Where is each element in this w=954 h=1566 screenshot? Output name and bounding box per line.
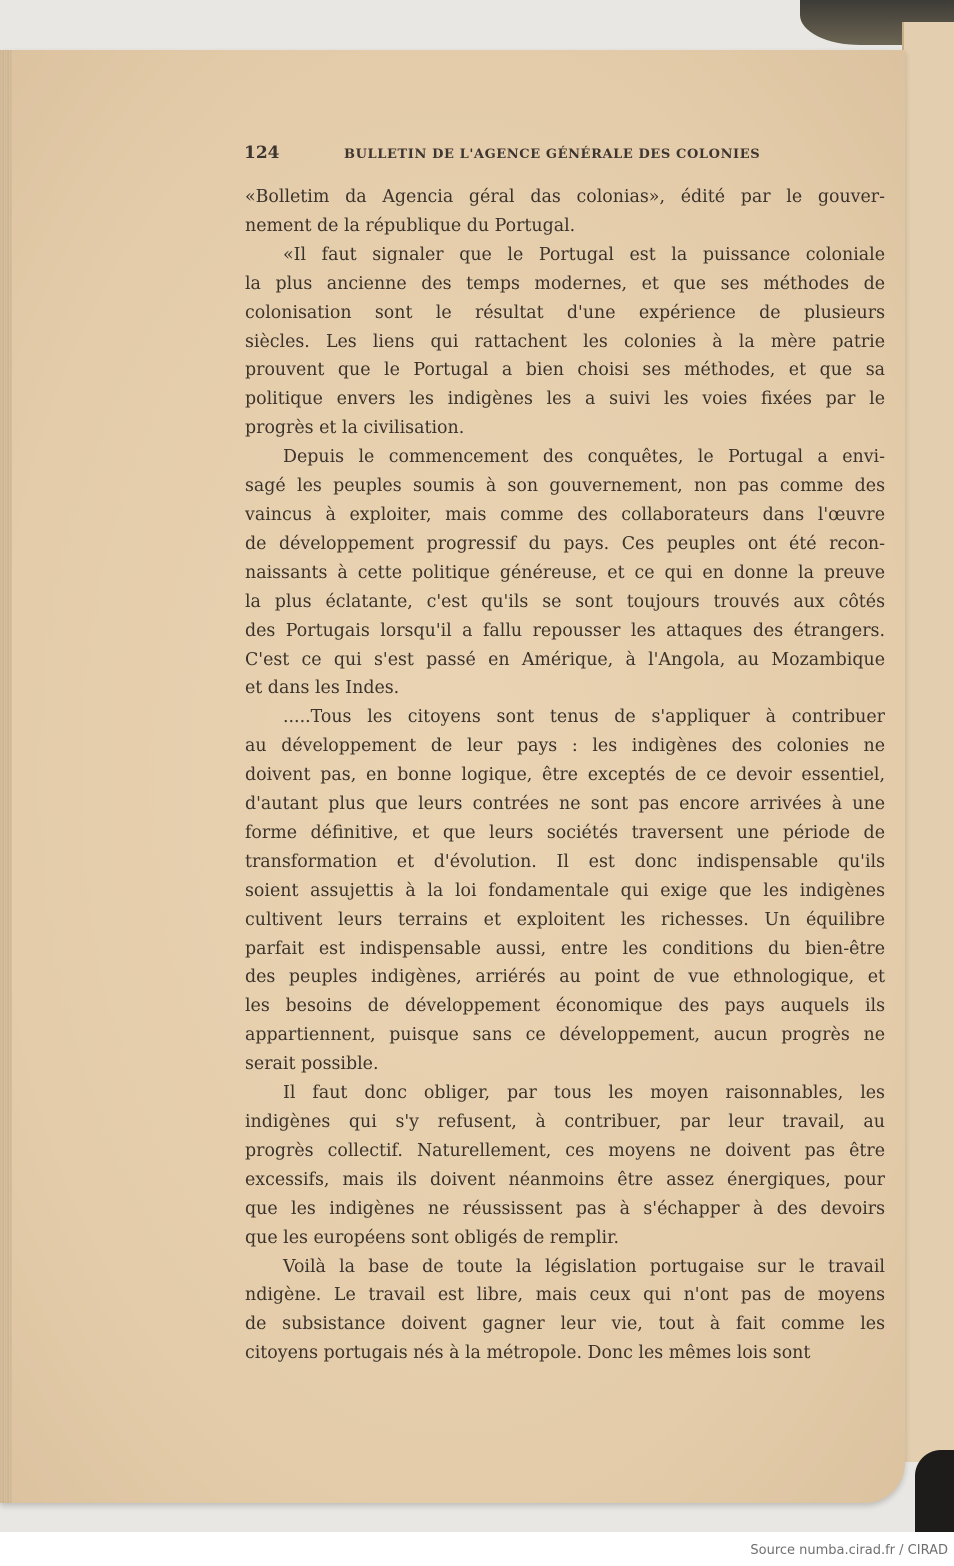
paragraph bbox=[245, 1079, 885, 1252]
text-line: de subsistance doivent gagner leur vie, tout à fait comme les bbox=[245, 1314, 885, 1335]
text-line: d'autant plus que leurs contrées ne sont pas encore arrivées à une bbox=[245, 794, 885, 815]
text-line: serait possible. bbox=[245, 1054, 379, 1075]
page-header bbox=[244, 143, 784, 163]
page-stack-edge bbox=[0, 50, 12, 1503]
text-line: que les européens sont obligés de remplir. bbox=[245, 1227, 620, 1248]
text-line: indigènes qui s'y refusent, à contribuer, par leur travail, au bbox=[245, 1112, 885, 1132]
text-line: prouvent que le Portugal a bien choisi ses méthodes, et que sa bbox=[245, 360, 885, 381]
text-line: parfait est indispensable aussi, entre les conditions du bien-être bbox=[245, 938, 885, 959]
text-line: forme définitive, et que leurs sociétés traversent une période de bbox=[245, 822, 885, 843]
text-line: naissants à cette politique généreuse, et ce qui en donne la preuve bbox=[245, 562, 885, 583]
text-line: des peuples indigènes, arriérés au point de vue ethnologique, et bbox=[245, 967, 885, 988]
text-line: et dans les Indes. bbox=[245, 678, 400, 699]
page-number: 124 bbox=[244, 143, 280, 163]
text-line: progrès collectif. Naturellement, ces moyens ne doivent pas être bbox=[245, 1140, 885, 1161]
paragraph bbox=[245, 443, 885, 703]
text-line: .....Tous les citoyens sont tenus de s'appliquer à contribuer bbox=[283, 707, 885, 728]
adjacent-page-edge bbox=[902, 22, 954, 1462]
text-line: Voilà la base de toute la législation portugaise sur le travail bbox=[283, 1256, 885, 1277]
text-line: excessifs, mais ils doivent néanmoins être assez énergiques, pour bbox=[245, 1169, 885, 1190]
text-line: C'est ce qui s'est passé en Amérique, à l'Angola, au Mozambique bbox=[245, 649, 885, 670]
text-line: colonisation sont le résultat d'une expérience de plusieurs bbox=[245, 302, 885, 323]
text-line: cultivent leurs terrains et exploitent les richesses. Un équilibre bbox=[245, 909, 885, 930]
text-line: citoyens portugais nés à la métropole. Donc les mêmes lois sont bbox=[245, 1343, 811, 1364]
text-line: politique envers les indigènes les a suivi les voies fixées par le bbox=[245, 389, 885, 410]
text-line: vaincus à exploiter, mais comme des collaborateurs dans l'œuvre bbox=[245, 504, 885, 525]
text-line: au développement de leur pays : les indigènes des colonies ne bbox=[245, 736, 885, 757]
text-line: de développement progressif du pays. Ces peuples ont été recon- bbox=[245, 533, 885, 554]
text-line: appartiennent, puisque sans ce développement, aucun progrès ne bbox=[245, 1025, 885, 1046]
text-line: des Portugais lorsqu'il a fallu repousser les attaques des étrangers. bbox=[245, 620, 885, 641]
text-line: nement de la république du Portugal. bbox=[245, 215, 576, 236]
text-line: la plus éclatante, c'est qu'ils se sont toujours trouvés aux côtés bbox=[245, 591, 885, 612]
text-line: que les indigènes ne réussissent pas à s'échapper à des devoirs bbox=[245, 1198, 885, 1219]
text-line: Depuis le commencement des conquêtes, le Portugal a envi- bbox=[283, 447, 885, 468]
body-text bbox=[245, 183, 885, 1368]
paragraph bbox=[245, 1253, 885, 1369]
text-line: ndigène. Le travail est libre, mais ceux qui n'ont pas de moyens bbox=[245, 1285, 885, 1306]
text-line: soient assujettis à la loi fondamentale qui exige que les indigènes bbox=[245, 880, 885, 901]
text-line: doivent pas, en bonne logique, être exceptés de ce devoir essentiel, bbox=[245, 765, 885, 786]
text-line: la plus ancienne des temps modernes, et que ses méthodes de bbox=[245, 273, 885, 294]
text-line: progrès et la civilisation. bbox=[245, 418, 465, 439]
text-line: transformation et d'évolution. Il est donc indispensable qu'ils bbox=[245, 851, 885, 872]
paragraph bbox=[245, 241, 885, 443]
text-line: siècles. Les liens qui rattachent les colonies à la mère patrie bbox=[245, 331, 885, 352]
paragraph bbox=[245, 183, 885, 241]
running-title: BULLETIN DE L'AGENCE GÉNÉRALE DES COLONIES bbox=[344, 147, 761, 162]
text-line: «Bolletim da Agencia géral das colonias», édité par le gouver- bbox=[245, 187, 885, 207]
text-line: les besoins de développement économique des pays auquels ils bbox=[245, 996, 885, 1017]
text-line: sagé les peuples soumis à son gouvernement, non pas comme des bbox=[245, 476, 885, 497]
text-line: Il faut donc obliger, par tous les moyen raisonnables, les bbox=[283, 1083, 885, 1104]
book-cover-bottom bbox=[915, 1450, 954, 1532]
paragraph bbox=[245, 703, 885, 1079]
text-line: «Il faut signaler que le Portugal est la puissance coloniale bbox=[283, 244, 885, 265]
source-credit: Source numba.cirad.fr / CIRAD bbox=[750, 1543, 948, 1558]
